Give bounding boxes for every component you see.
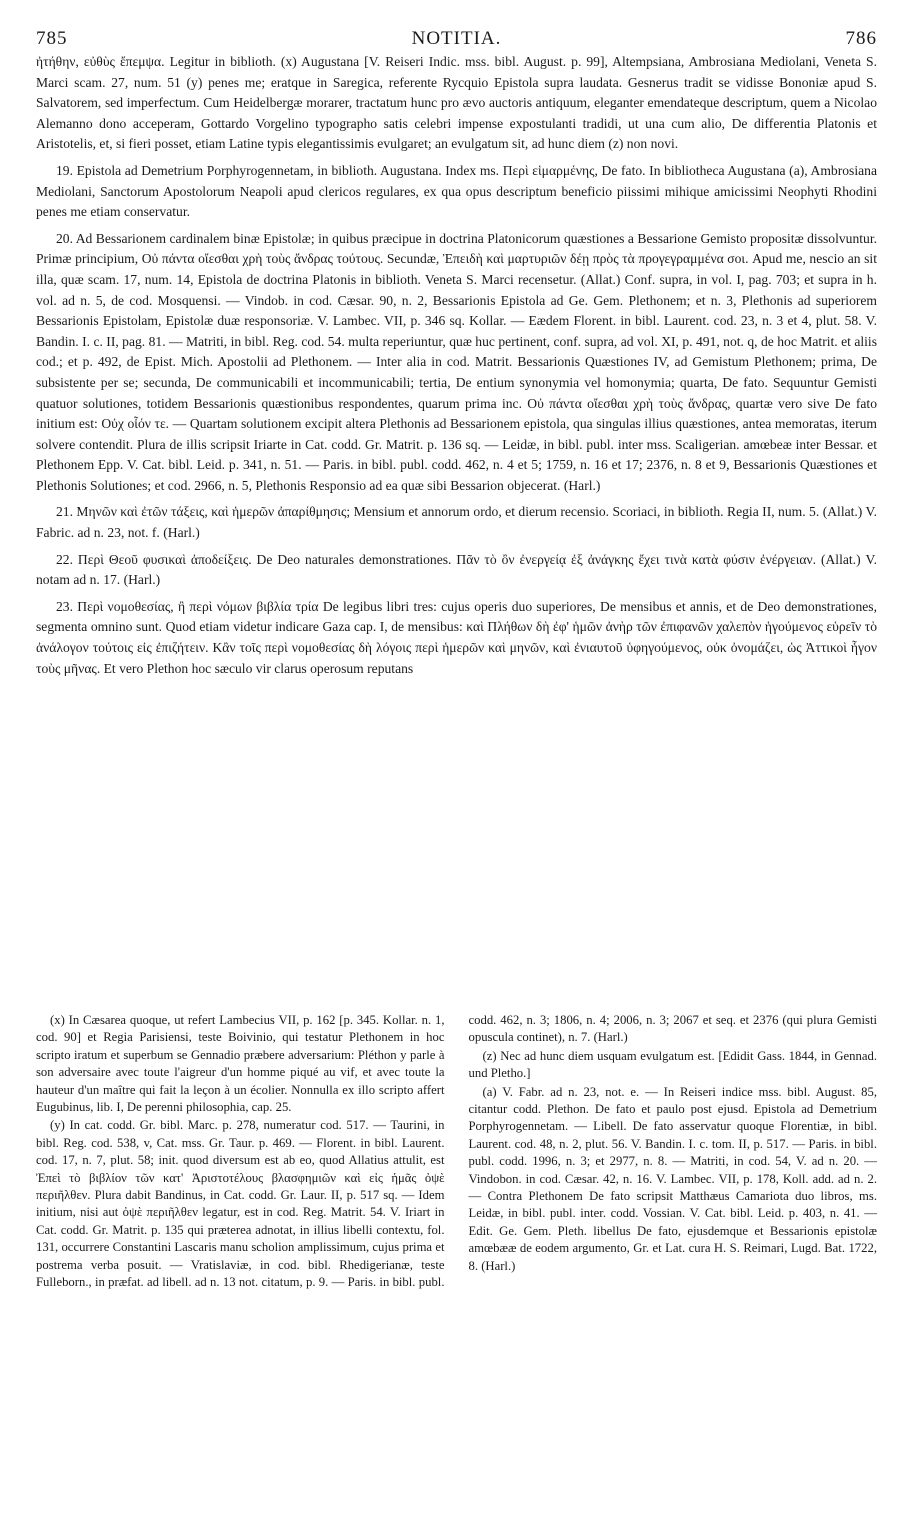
paragraph-23: 23. Περὶ νομοθεσίας, ἢ περὶ νόμων βιβλία τρία De legibus libri tres: cujus operis duo superiores, De mensibus et annis, et de Deo demonstrationes, segmenta omnino sunt. Quod etiam videtur indicare Gaza cap. I, de mensibus: καὶ Πλήθων δὴ ἐφ' ἡμῶν ἀνὴρ τῶν ἐπιφανῶν χαλεπὸν ἡγούμενος εὑρεῖν τὸ ἀνάλογον τούτοις εἰς ἐπιζήτειν. Κἂν τοῖς περὶ νομοθεσίας δὴ λόγοις περὶ ἡμερῶν καὶ μηνῶν, καὶ ἐνιαυτοῦ ὑφηγούμενος, οὐκ ὀνομάζει, ὡς Ἀττικοὶ ἦγον τοὺς μῆνας. Et vero Plethon hoc sæculo vir clarus operosum reputans	[36, 598, 877, 676]
footnote-x: (x) In Cæsarea quoque, ut refert Lambecius VII, p. 162 [p. 345. Kollar. n. 1, cod. 90] et Regia Parisiensi, teste Boivinio, qui testatur Plethonem in hoc scripto iratum et superbum se Gennadio præbere adversarium: Pléthon y parle à son adversaire avec toute l'aigreur d'un homme piqué au vif, et avec toute la hauteur d'un maître qui fait la leçon à un écolier. Nonnulla ex illo scripto affert Eugubinus, lib. I, De perenni philosophia, cap. 25.	[36, 1013, 445, 1115]
paragraph-22: 22. Περὶ Θεοῦ φυσικαὶ ἀποδείξεις. De Deo naturales demonstrationes. Πᾶν τὸ ὂν ἐνεργείᾳ ἐξ ἀνάγκης ἔχει τινὰ κατὰ φύσιν ἐνέργειαν. (Allat.) V. notam ad n. 17. (Harl.)	[36, 551, 877, 588]
running-title: NOTITIA.	[411, 28, 502, 49]
footnotes	[36, 1012, 877, 1292]
page-number-right: 786	[845, 28, 877, 49]
page-number-left: 785	[36, 28, 68, 49]
paragraph-19: 19. Epistola ad Demetrium Porphyrogennetam, in biblioth. Augustana. Index ms. Περὶ εἱμαρμένης, De fato. In bibliotheca Augustana (a), Ambrosiana Mediolani, Sanctorum Apostolorum Neapoli apud clericos regulares, ex qua opus descriptum beneficio piissimi mihique amicissimi Neophyti Rhodini penes me etiam conservatur.	[36, 162, 877, 220]
main-text	[36, 52, 877, 679]
footnote-z: (z) Nec ad hunc diem usquam evulgatum est. [Edidit Gass. 1844, in Gennad. und Pletho.]	[468, 1048, 877, 1081]
paragraph-21: 21. Μηνῶν καὶ ἐτῶν τάξεις, καὶ ἡμερῶν ἀπαρίθμησις; Mensium et annorum ordo, et dierum recensio. Scoriaci, in biblioth. Regia II, num. 5. (Allat.) V. Fabric. ad n. 23, not. f. (Harl.)	[36, 504, 877, 541]
running-header	[36, 28, 877, 52]
paragraph-continuation: ἠτήθην, εὐθὺς ἔπεμψα. Legitur in biblioth. (x) Augustana [V. Reiseri Indic. mss. bibl. August. p. 99], Altempsiana, Ambrosiana Mediolani, Veneta S. Marci scam. 27, num. 51 (y) penes me; eratque in Saregica, referente Rycquio Epistola supra laudata. Gesnerus tradit se vidisse Bononiæ apud S. Salvatorem, sed imperfectum. Cum Heidelbergæ morarer, tractatum hunc pro ævo auctoris antiquum, eleganter emendateque descriptum, quem a Nicolao Alemanno dono acceperam, Gottardo Vorgelino typographo satis celebri impense expostulanti tradidi, ut una cum alio, De differentia Platonis et Aristotelis, et, si fieri posset, etiam Latine typis elegantissimis evulgaret; an evulgatum sit, ad hunc diem (z) non novi.	[36, 54, 877, 152]
footnote-a: (a) V. Fabr. ad n. 23, not. e. — In Reiseri indice mss. bibl. August. 85, citantur codd. Plethon. De fato et paulo post ejusd. Epistola ad Demetrium Porphyrogennetam. — Libell. De fato asservatur quoque Florentiæ, in bibl. Laurent. cod. 48, n. 2, plut. 56. V. Bandin. I. c. tom. II, p. 517. — Paris. in bibl. publ. codd. 1996, n. 3; et 2977, n. 8. — Matriti, in cod. 54, V. ad n. 20. — Vindobon. in cod. Cæsar. 42, n. 16. V. Lambec. VII, p. 178, Koll. add. ad n. 2. — Contra Plethonem De fato scripsit Matthæus Camariota duo libros, ms. Leidæ, in bibl. publ. inter. codd. Vossian. V. Cat. bibl. Leid. p. 403, n. 41. — Edit. Ge. Gem. Pleth. libellus De fato, ejusdemque et Bessarionis epistolæ amœbææ de eodem argumento, Gr. et Lat. cura H. S. Reimari, Lugd. Bat. 1722, 8. (Harl.)	[468, 1084, 877, 1273]
page	[36, 28, 877, 685]
footnote-y: (y) In cat. codd. Gr. bibl. Marc. p. 278, numeratur cod. 517. — Taurini, in bibl. Reg. cod. 538, v, Cat. mss. Gr. Taur. p. 469. — Florent. in bibl. Laurent. cod. 17, n. 7, plut. 58; init. quod diversum est ab eo, quod Allatius attulit, est Ἐπεὶ τὸ βιβλίον τῶν κατ' Ἀριστοτέλους βλασφημιῶν καὶ εἰς ἡμᾶς ὀψὲ περιῆλθεν. Plura dabit Bandinus, in Cat. codd. Gr. Laur. II, p. 517 sq. — Idem initium, nisi aut ὀψὲ περιῆλθεν legatur, est in cod. Reg. Matrit. 54. V. Iriart in Cat. codd. Gr. Matrit. p. 135 qui præterea adnotat, in illius libelli contextu, fol. 131, occurrere Constantini Lascaris manu scholion amplissimum, cujus prima et postrema verba posuit. — Vratislaviæ, in cod. bibl. Rhedigerianæ, teste Fulleborn., in præfat. ad libell. ad n. 13 not. citatum, p. 9. — Paris. in bibl. publ. codd. 462, n. 3; 1806, n. 4; 2006, n. 3; 2067 et seq. et 2376 (qui plura Gemisti opuscula continet), n. 7. (Harl.)	[36, 1013, 877, 1290]
paragraph-20: 20. Ad Bessarionem cardinalem binæ Epistolæ; in quibus præcipue in doctrina Platonicorum quæstiones a Bessarione Gemisto propositæ dissolvuntur. Primæ principium, Οὐ πάντα οἴεσθαι χρὴ τοὺς ἄνδρας τούτους. Secundæ, Ἐπειδὴ καὶ μαρτυριῶν δέῃ πρὸς τὰ προγεγραμμένα σοι. Apud me, nescio an sit illa, quæ scam. 17, num. 14, Epistola de doctrina Platonis in biblioth. Veneta S. Marci recensetur. (Allat.) Conf. supra, in vol. I, pag. 703; et supra in h. vol. ad n. 5, de cod. Mosquensi. — Vindob. in cod. Cæsar. 90, n. 2, Bessarionis Epistola ad Ge. Gem. Plethonem; et n. 3, Plethonis ad superiorem Bessarionis Epistolam, Epistolæ duæ responsoriæ. V. Lambec. VII, p. 346 sq. Kollar. — Eædem Florent. in bibl. Laurent. cod. 23, n. 3 et 4, plut. 58. V. Bandin. I. c. II, pag. 81. — Matriti, in bibl. Reg. cod. 54. multa reperiuntur, quæ huc pertinent, conf. supra, ad vol. XI, p. 491, not. q, de hoc Matrit. et aliis cod.; et p. 492, de Epist. Mich. Apostolii ad Plethonem. — Inter alia in cod. Matrit. Bessarionis Quæstiones IV, ad Gemistum Plethonem; prima, De subsistente per se; secunda, De communicabili et incommunicabili; tertia, De entium synonymia vel homonymia; quarta, De fato. Sequuntur Gemisti quatuor solutiones, totidem Bessarionis quæstionibus respondentes, quarum prima inc. Οὐ πάντα οἴεσθαι χρὴ τοὺς ἄνδρας, quartæ vero sive De fato initium est: Οὐχ οἷόν τε. — Quartam solutionem excipit altera Plethonis ad Bessarionem epistola, qua singulas illius quæstiones, antea memoratas, iterum solvere contendit. Plura de illis scripsit Iriarte in Cat. codd. Gr. Matrit. p. 136 sq. — Leidæ, in bibl. publ. inter mss. Scaligerian. amœbeæ inter Bessar. et Plethonem Epp. V. Cat. bibl. Leid. p. 341, n. 51. — Paris. in bibl. publ. codd. 462, n. 4 et 5; 1759, n. 16 et 17; 2376, n. 8 et 9, Bessarionis Quæstiones et Plethonis Solutiones; et cod. 2966, n. 5, Plethonis Responsio ad ea quæ sibi Bessarion objecerat. (Harl.)	[36, 230, 877, 493]
